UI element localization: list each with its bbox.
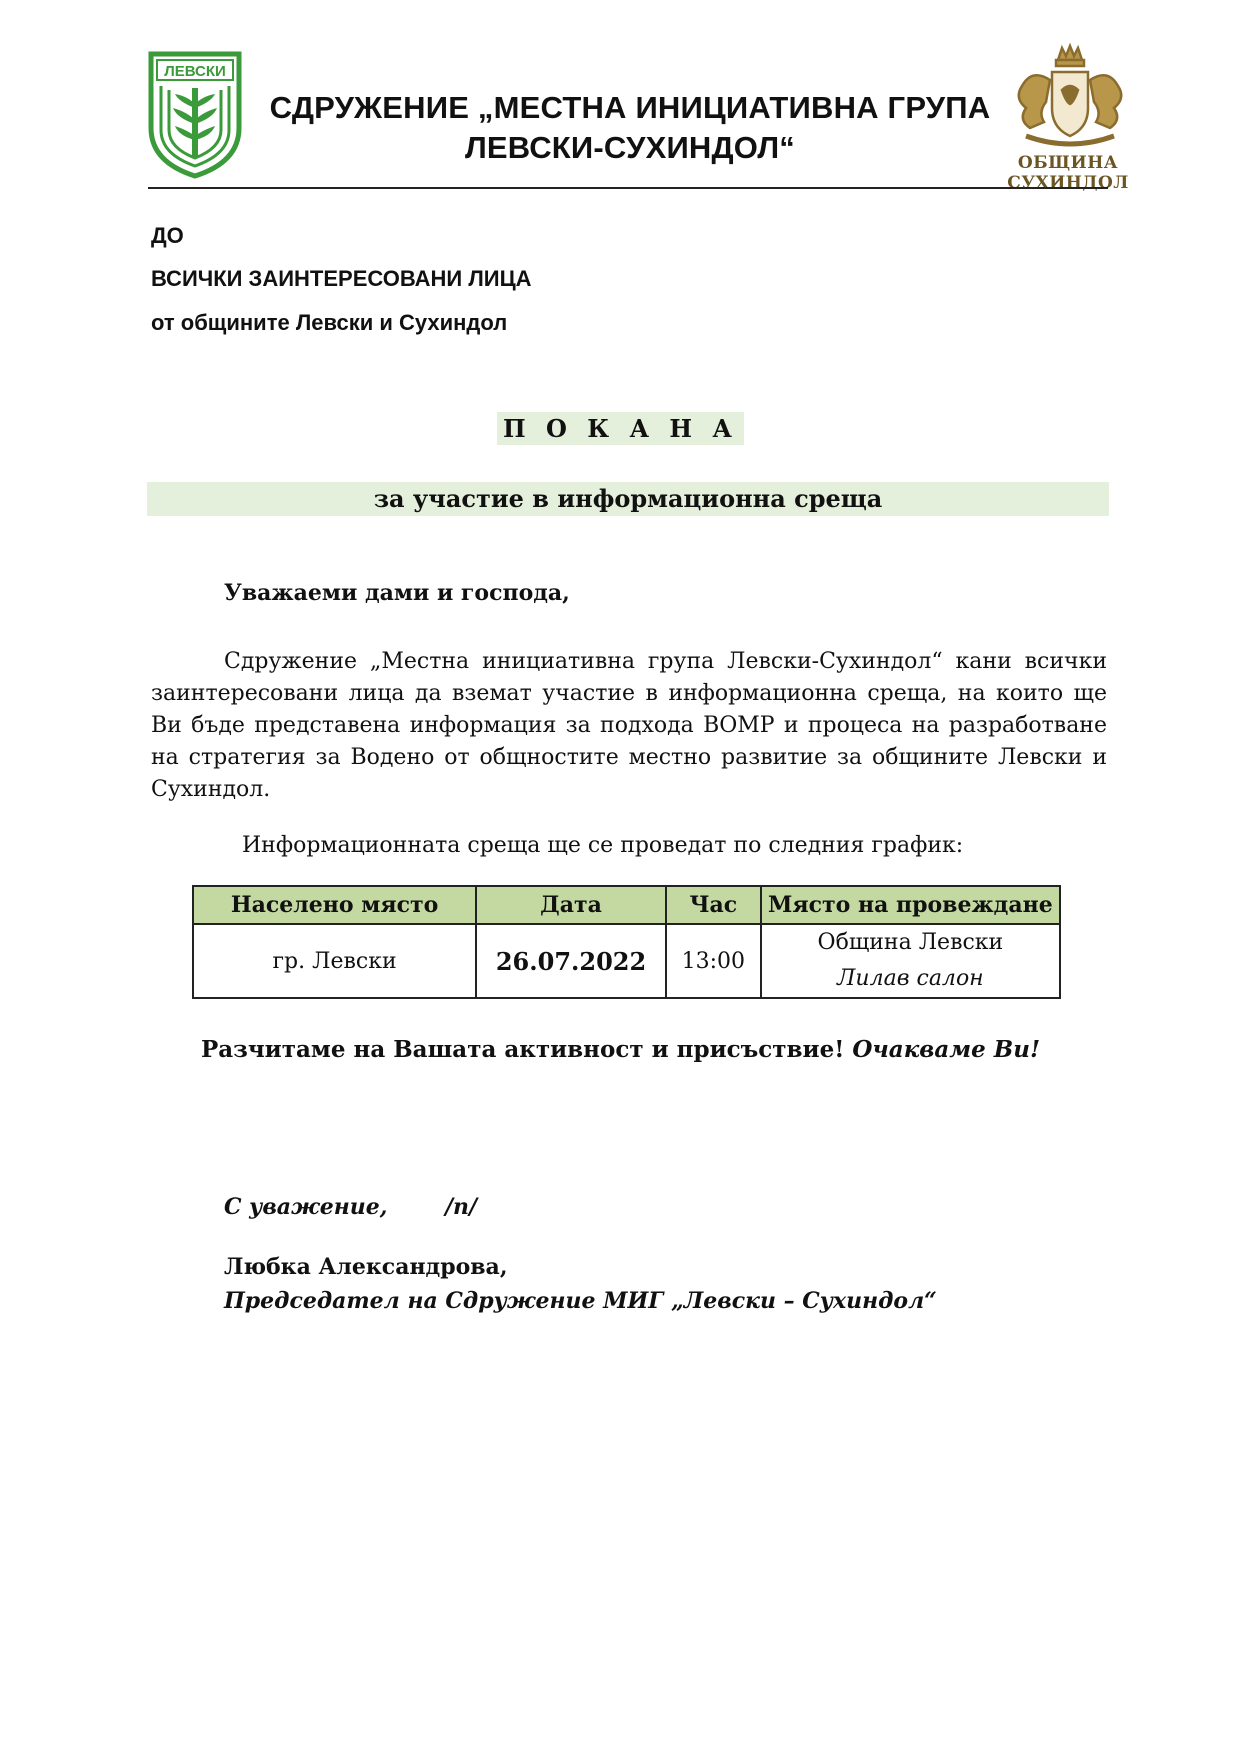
schedule-table: [192, 885, 1061, 999]
header-settlement: Населено място: [193, 886, 476, 924]
sukhindol-crest-caption: ОБЩИНА СУХИНДОЛ: [1007, 153, 1129, 193]
signer-name: Любка Александрова,: [224, 1254, 508, 1280]
addressee-to: ДО: [151, 223, 184, 248]
header-date: Дата: [476, 886, 666, 924]
cell-time: 13:00: [666, 924, 761, 998]
venue-room: Лилав салон: [837, 966, 984, 991]
levski-logo-text: ЛЕВСКИ: [164, 63, 226, 80]
addressee-recipients: ВСИЧКИ ЗАИНТЕРЕСОВАНИ ЛИЦА: [151, 266, 532, 291]
cell-settlement: гр. Левски: [193, 924, 476, 998]
header-divider: [148, 187, 1108, 189]
greeting: Уважаеми дами и господа,: [224, 580, 570, 606]
closing-line: [0, 1036, 1241, 1063]
header-time: Час: [666, 886, 761, 924]
signature-mark: /п/: [445, 1194, 478, 1220]
body-paragraph: [151, 646, 1107, 806]
addressee-municipalities: от общините Левски и Сухиндол: [151, 310, 508, 335]
signer-role: Председател на Сдружение МИГ „Левски – Сухиндол“: [224, 1288, 937, 1314]
signature-regards: С уважение,: [224, 1194, 388, 1220]
schedule-intro: Информационната среща ще се проведат по следния график:: [242, 833, 964, 858]
document-title-text: П О К А Н А: [497, 412, 744, 445]
cell-venue: [761, 924, 1060, 998]
sukhindol-crest: [1000, 42, 1140, 150]
organization-title-line1: СДРУЖЕНИЕ „МЕСТНА ИНИЦИАТИВНА ГРУПА: [269, 90, 991, 125]
cell-date: 26.07.2022: [476, 924, 666, 998]
table-row: [193, 924, 1060, 998]
body-paragraph-text: Сдружение „Местна инициативна група Левски-Сухиндол“ кани всички заинтересовани лица да вземат участие в информационна среща, на които ще Ви бъде представена информация за подхода ВОМР и процеса на разработване на стратегия за Водено от общностите местно развитие за общините Левски и Сухиндол.: [151, 649, 1107, 802]
venue-building: Община Левски: [817, 930, 1004, 955]
closing-emphasis: Очакваме Ви!: [852, 1036, 1041, 1063]
table-header-row: [193, 886, 1060, 924]
document-subtitle: за участие в информационна среща: [373, 484, 883, 513]
organization-title-line2: ЛЕВСКИ-СУХИНДОЛ“: [464, 130, 796, 165]
levski-logo: [147, 50, 243, 180]
document-title: [0, 414, 1241, 443]
closing-text: Разчитаме на Вашата активност и присъствие!: [200, 1036, 845, 1063]
organization-title: [240, 88, 1020, 168]
header-venue: Място на провеждане: [761, 886, 1060, 924]
